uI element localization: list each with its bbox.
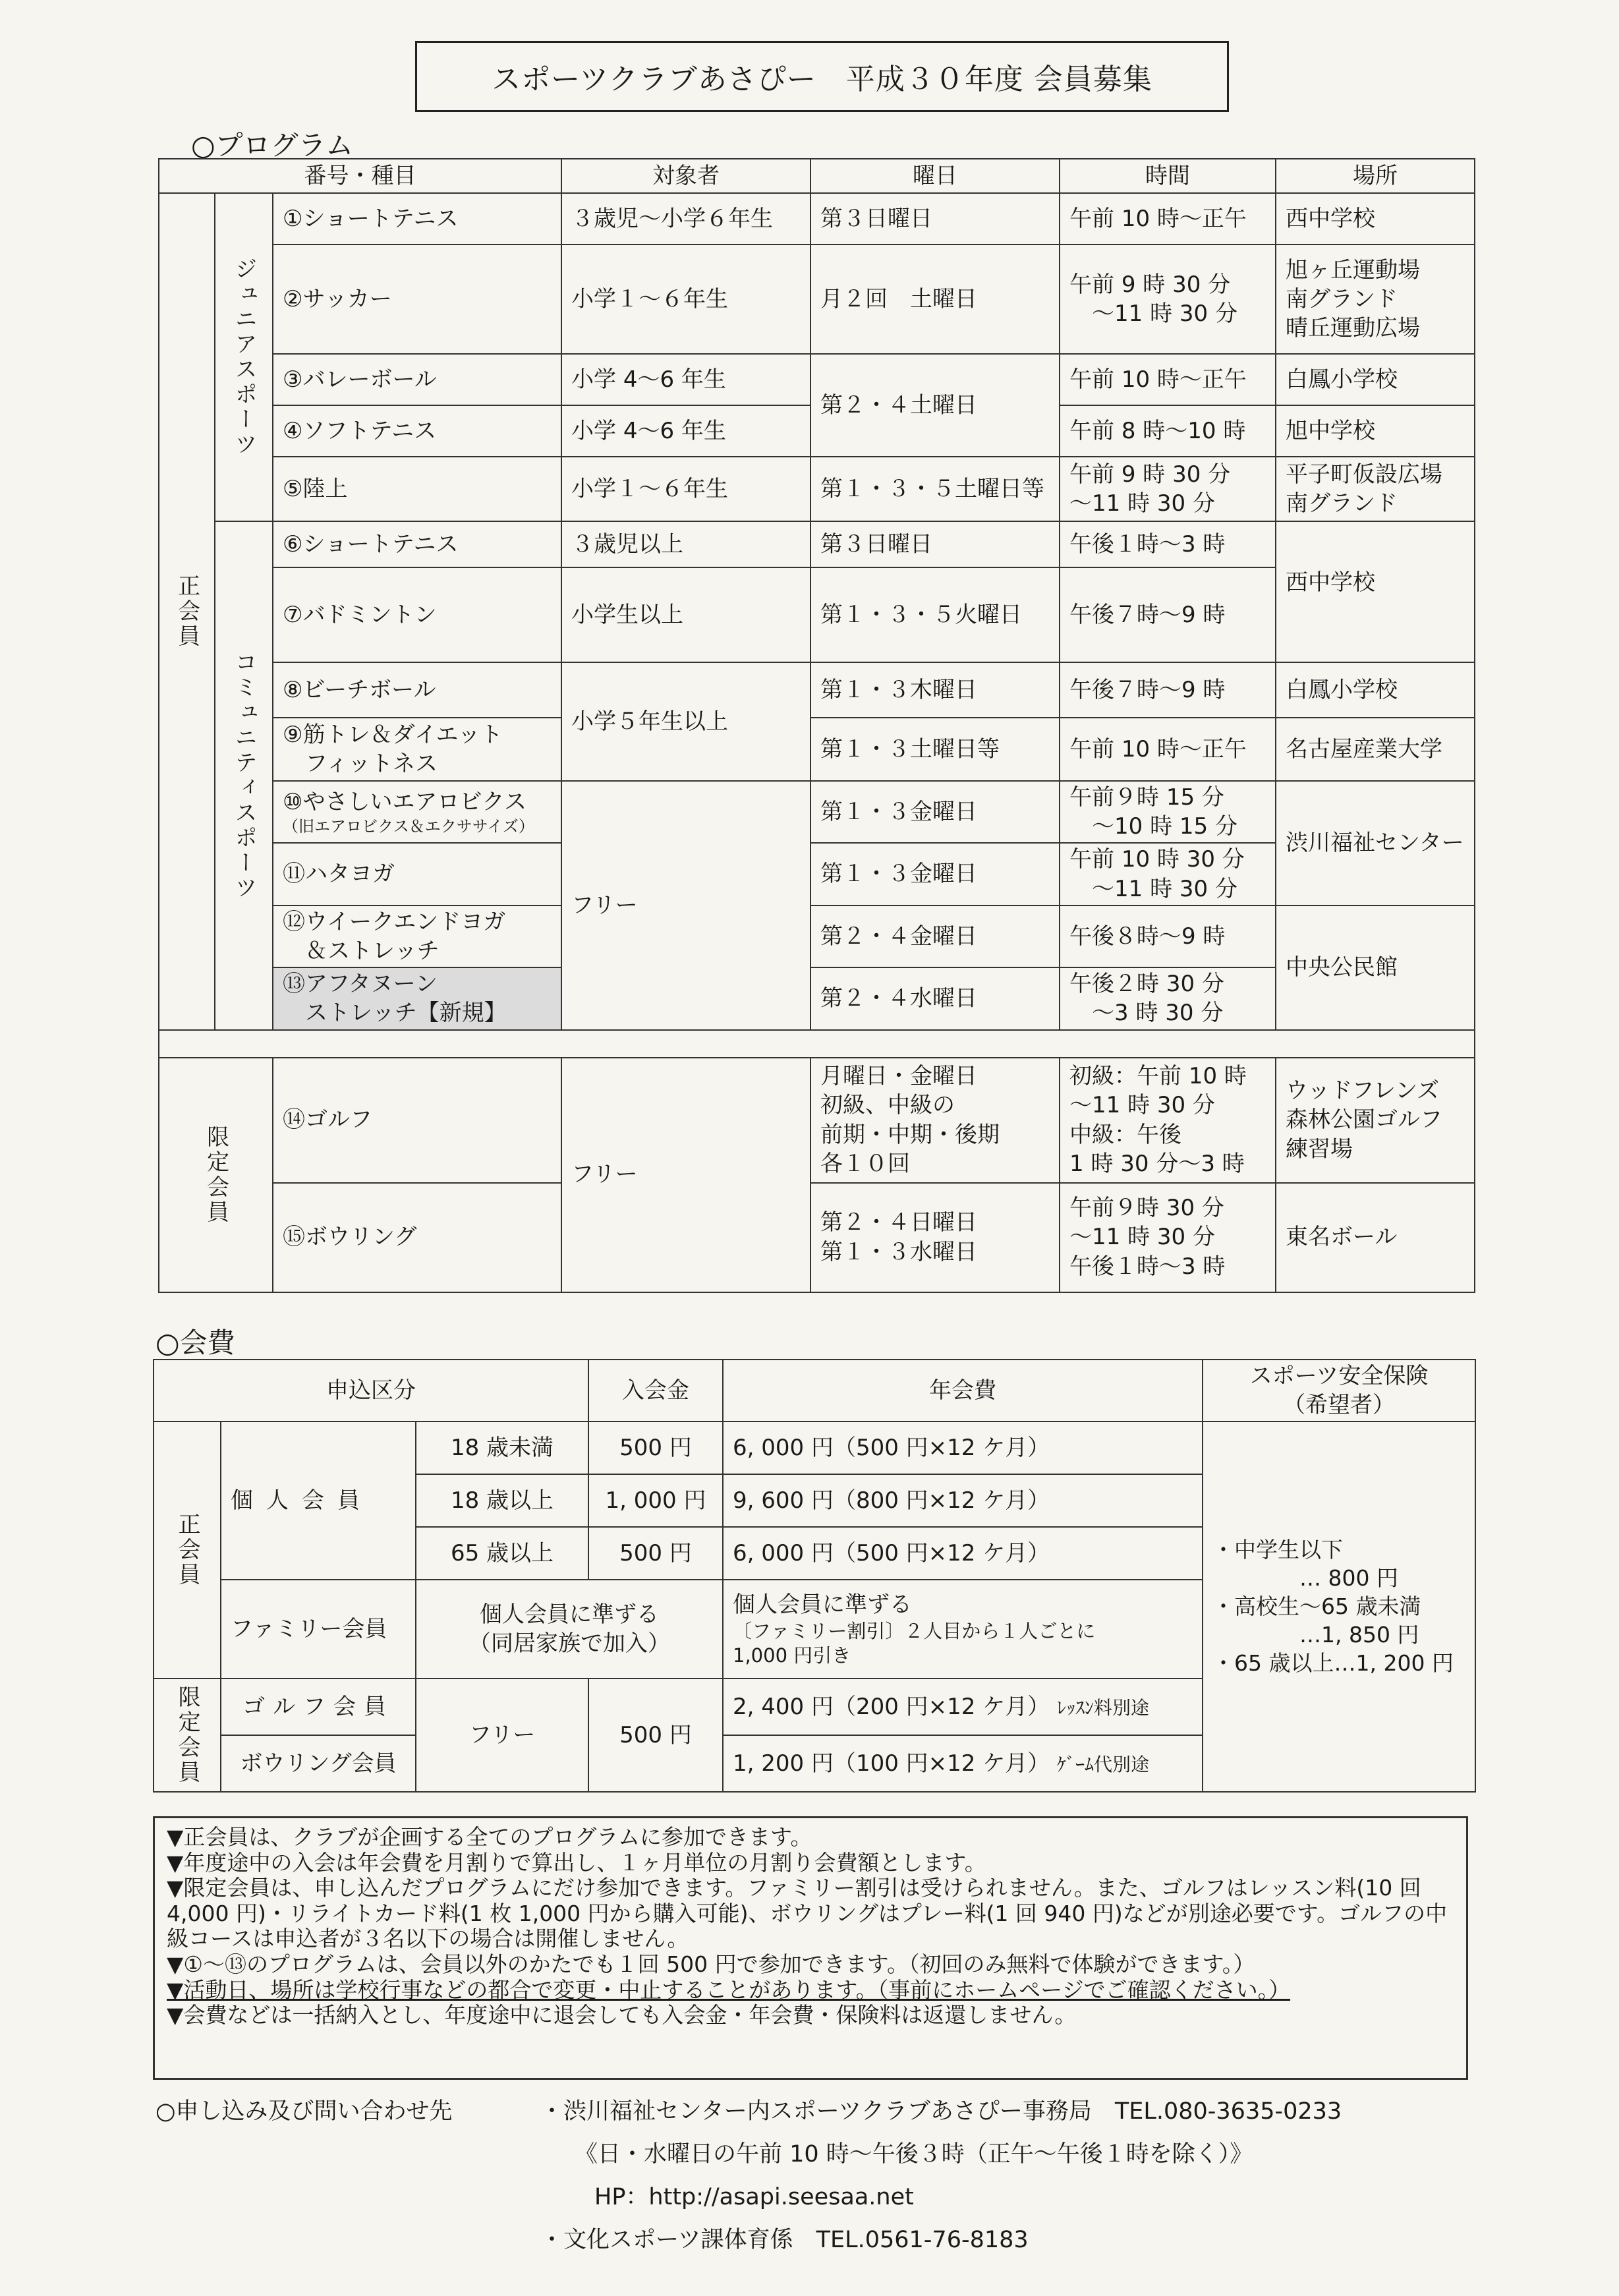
fee-entry: 500 円 <box>588 1527 723 1580</box>
fee-limited-entry: 500 円 <box>588 1679 723 1792</box>
program-row <box>159 781 1475 843</box>
event-day: 第１・３・５土曜日等 <box>810 457 1060 521</box>
program-row <box>159 718 1475 781</box>
group-regular: 正会員 <box>159 193 215 1030</box>
event-time: 午前 9 時 30 分 ～11 時 30 分 <box>1060 244 1276 354</box>
event-place: 白鳳小学校 <box>1276 354 1475 405</box>
program-row <box>159 244 1475 354</box>
event-time: 午前 10 時～正午 <box>1060 718 1276 781</box>
fee-heading: ○会費 <box>156 1327 235 1359</box>
header-target: 対象者 <box>561 159 810 193</box>
fee-header-insurance: スポーツ安全保険 （希望者） <box>1203 1360 1475 1421</box>
event-day: 第１・３木曜日 <box>810 662 1060 718</box>
fee-entry: 1, 000 円 <box>588 1474 723 1527</box>
fee-annual: 9, 600 円（800 円×12 ケ月） <box>723 1474 1203 1527</box>
event-place: 西中学校 <box>1276 193 1475 244</box>
group-junior: ジュニアスポーツ <box>215 193 273 521</box>
event-day: 第１・３金曜日 <box>810 781 1060 843</box>
fee-group-regular: 正会員 <box>154 1421 221 1679</box>
event-name-note: （旧エアロビクス＆エクササイズ） <box>283 817 534 836</box>
event-place: 旭中学校 <box>1276 405 1475 457</box>
fee-group-limited: 限定会員 <box>154 1679 221 1792</box>
event-day: 第３日曜日 <box>810 521 1060 567</box>
header-day: 曜日 <box>810 159 1060 193</box>
group-limited: 限定会員 <box>159 1058 273 1292</box>
event-time: 午前９時 30 分 ～11 時 30 分 午後１時～3 時 <box>1060 1183 1276 1292</box>
event-name: ④ソフトテニス <box>273 405 561 457</box>
event-target: 小学１～６年生 <box>561 244 810 354</box>
event-place: 白鳳小学校 <box>1276 662 1475 718</box>
event-name: ⑪ハタヨガ <box>273 843 561 905</box>
program-row <box>159 1183 1475 1292</box>
program-row <box>159 662 1475 718</box>
event-day: 第２・４日曜日 第１・３水曜日 <box>810 1183 1060 1292</box>
fee-bowling: ボウリング会員 <box>221 1735 416 1792</box>
event-name: ⑤陸上 <box>273 457 561 521</box>
event-name: ⑦バドミントン <box>273 567 561 662</box>
event-name: ⑧ビーチボール <box>273 662 561 718</box>
event-name: ⑫ウイークエンドヨガ ＆ストレッチ <box>273 905 561 967</box>
event-time: 午前 10 時～正午 <box>1060 354 1276 405</box>
program-row <box>159 1058 1475 1183</box>
header-event: 番号・種目 <box>159 159 561 193</box>
program-row <box>159 457 1475 521</box>
fee-annual: 6, 000 円（500 円×12 ケ月） <box>723 1421 1203 1474</box>
event-time: 午後２時 30 分 ～3 時 30 分 <box>1060 967 1276 1029</box>
fee-header-annual: 年会費 <box>723 1360 1203 1421</box>
event-time: 午前 10 時 30 分 ～11 時 30 分 <box>1060 843 1276 905</box>
event-target: ３歳児～小学６年生 <box>561 193 810 244</box>
fee-golf: ゴルフ会員 <box>221 1679 416 1735</box>
event-time: 午前９時 15 分 ～10 時 15 分 <box>1060 781 1276 843</box>
event-place: 西中学校 <box>1276 521 1475 662</box>
note-item: ▼正会員は、クラブが企画する全てのプログラムに参加できます。 <box>167 1824 812 1850</box>
program-table <box>158 158 1475 1293</box>
event-target: 小学生以上 <box>561 567 810 662</box>
event-time: 午後７時～9 時 <box>1060 567 1276 662</box>
program-row <box>159 193 1475 244</box>
event-time: 午前 9 時 30 分 ～11 時 30 分 <box>1060 457 1276 521</box>
fee-header-type: 申込区分 <box>154 1360 588 1421</box>
event-name: ⑥ショートテニス <box>273 521 561 567</box>
event-place: 旭ヶ丘運動場 南グランド 晴丘運動広場 <box>1276 244 1475 354</box>
event-name: ⑮ボウリング <box>273 1183 561 1292</box>
note-item: ▼限定会員は、申し込んだプログラムにだけ参加できます。ファミリー割引は受けられません。また、ゴルフはレッスン料(10 回 4,000 円)・リライトカード料(1 枚 1,000 円から購入可能)、ボウリングはプレー料(1 回 940 円)などが別途必要です。ゴルフの中級コースは申込者が３名以下の場合は開催しません。 <box>167 1875 1448 1952</box>
program-row <box>159 521 1475 567</box>
program-heading: ○プログラム <box>191 129 354 161</box>
fee-golf-annual: 2, 400 円（200 円×12 ケ月） <box>733 1694 1050 1721</box>
contact-office: ・渋川福祉センター内スポーツクラブあさぴー事務局 TEL.080-3635-0233 <box>540 2098 1342 2125</box>
event-day: 月曜日・金曜日 初級、中級の 前期・中期・後期 各１０回 <box>810 1058 1060 1183</box>
fee-age: 18 歳以上 <box>416 1474 588 1527</box>
event-name: ⑭ゴルフ <box>273 1058 561 1183</box>
group-community: コミュニティスポーツ <box>215 521 273 1030</box>
event-day: 第２・４土曜日 <box>810 354 1060 457</box>
header-place: 場所 <box>1276 159 1475 193</box>
fee-entry: 500 円 <box>588 1421 723 1474</box>
event-time: 初級：午前 10 時 ～11 時 30 分 中級：午後 1 時 30 分～3 時 <box>1060 1058 1276 1183</box>
note-item: ▼活動日、場所は学校行事などの都合で変更・中止することがあります。（事前にホームページでご確認ください。） <box>167 1976 1291 2003</box>
event-name: ③バレーボール <box>273 354 561 405</box>
contact-hours: 《日・水曜日の午前 10 時～午後３時（正午～午後１時を除く）》 <box>575 2141 1253 2167</box>
event-target: 小学５年生以上 <box>561 662 810 781</box>
event-day: 第１・３・５火曜日 <box>810 567 1060 662</box>
program-row <box>159 905 1475 967</box>
event-name: ②サッカー <box>273 244 561 354</box>
event-target: 小学 4～6 年生 <box>561 354 810 405</box>
event-day: 第２・４水曜日 <box>810 967 1060 1029</box>
fee-age: 65 歳以上 <box>416 1527 588 1580</box>
event-name: ⑨筋トレ＆ダイエット フィットネス <box>273 718 561 781</box>
event-place: 東名ボール <box>1276 1183 1475 1292</box>
contact-heading: ○申し込み及び問い合わせ先 <box>156 2098 453 2125</box>
fee-age: 18 歳未満 <box>416 1421 588 1474</box>
event-day: 月２回 土曜日 <box>810 244 1060 354</box>
event-target: 小学 4～6 年生 <box>561 405 810 457</box>
event-time: 午後７時～9 時 <box>1060 662 1276 718</box>
event-time: 午前 8 時～10 時 <box>1060 405 1276 457</box>
note-item: ▼会費などは一括納入とし、年度途中に退会しても入会金・年会費・保険料は返還しません。 <box>167 2002 1077 2028</box>
event-name: ①ショートテニス <box>273 193 561 244</box>
fee-golf-note: ﾚｯｽﾝ料別途 <box>1057 1697 1150 1719</box>
event-name: ⑬アフタヌーン ストレッチ【新規】 <box>273 967 561 1029</box>
page-title: スポーツクラブあさぴー 平成３０年度 会員募集 <box>415 41 1229 112</box>
fee-annual: 6, 000 円（500 円×12 ケ月） <box>723 1527 1203 1580</box>
event-place: ウッドフレンズ 森林公園ゴルフ 練習場 <box>1276 1058 1475 1183</box>
note-item: ▼年度途中の入会は年会費を月割りで算出し、１ヶ月単位の月割り会費額とします。 <box>167 1849 986 1876</box>
fee-family-discount: 〔ファミリー割引〕２人目から１人ごとに 1,000 円引き <box>733 1619 1096 1667</box>
event-time: 午前 10 時～正午 <box>1060 193 1276 244</box>
fee-family-annual: 個人会員に準ずる <box>733 1591 913 1618</box>
event-target: フリー <box>561 781 810 1030</box>
event-target: ３歳児以上 <box>561 521 810 567</box>
fee-bowling-note: ｹﾞｰﾑ代別途 <box>1057 1754 1150 1776</box>
event-name: ⑩やさしいエアロビクス <box>283 788 527 815</box>
contact-homepage-link[interactable]: HP：http://asapi.seesaa.net <box>594 2184 914 2210</box>
event-day: 第３日曜日 <box>810 193 1060 244</box>
event-day: 第２・４金曜日 <box>810 905 1060 967</box>
fee-bowling-annual: 1, 200 円（100 円×12 ケ月） <box>733 1750 1050 1777</box>
fee-family: ファミリー会員 <box>221 1580 416 1679</box>
notes-box <box>153 1816 1468 2080</box>
contact-city: ・文化スポーツ課体育係 TEL.0561-76-8183 <box>540 2227 1029 2253</box>
fee-table <box>153 1359 1476 1793</box>
event-target: フリー <box>561 1058 810 1292</box>
fee-limited-entry-type: フリー <box>416 1679 588 1792</box>
event-day: 第１・３土曜日等 <box>810 718 1060 781</box>
event-place: 中央公民館 <box>1276 905 1475 1030</box>
event-time: 午後８時～9 時 <box>1060 905 1276 967</box>
event-time: 午後１時～3 時 <box>1060 521 1276 567</box>
fee-individual: 個人会員 <box>221 1421 416 1580</box>
event-day: 第１・３金曜日 <box>810 843 1060 905</box>
fee-header-entry: 入会金 <box>588 1360 723 1421</box>
event-target: 小学１～６年生 <box>561 457 810 521</box>
header-time: 時間 <box>1060 159 1276 193</box>
event-place: 渋川福祉センター <box>1276 781 1475 905</box>
fee-family-entry: 個人会員に準ずる （同居家族で加入） <box>416 1580 723 1679</box>
event-place: 名古屋産業大学 <box>1276 718 1475 781</box>
program-row <box>159 354 1475 405</box>
fee-insurance: ・中学生以下 … 800 円 ・高校生～65 歳未満 …1, 850 円 ・65 歳以上…1, 200 円 <box>1203 1421 1475 1792</box>
fee-row <box>154 1421 1475 1474</box>
note-item: ▼①～⑬のプログラムは、会員以外のかたでも１回 500 円で参加できます。（初回のみ無料で体験ができます。） <box>167 1951 1255 1978</box>
event-place: 平子町仮設広場 南グランド <box>1276 457 1475 521</box>
